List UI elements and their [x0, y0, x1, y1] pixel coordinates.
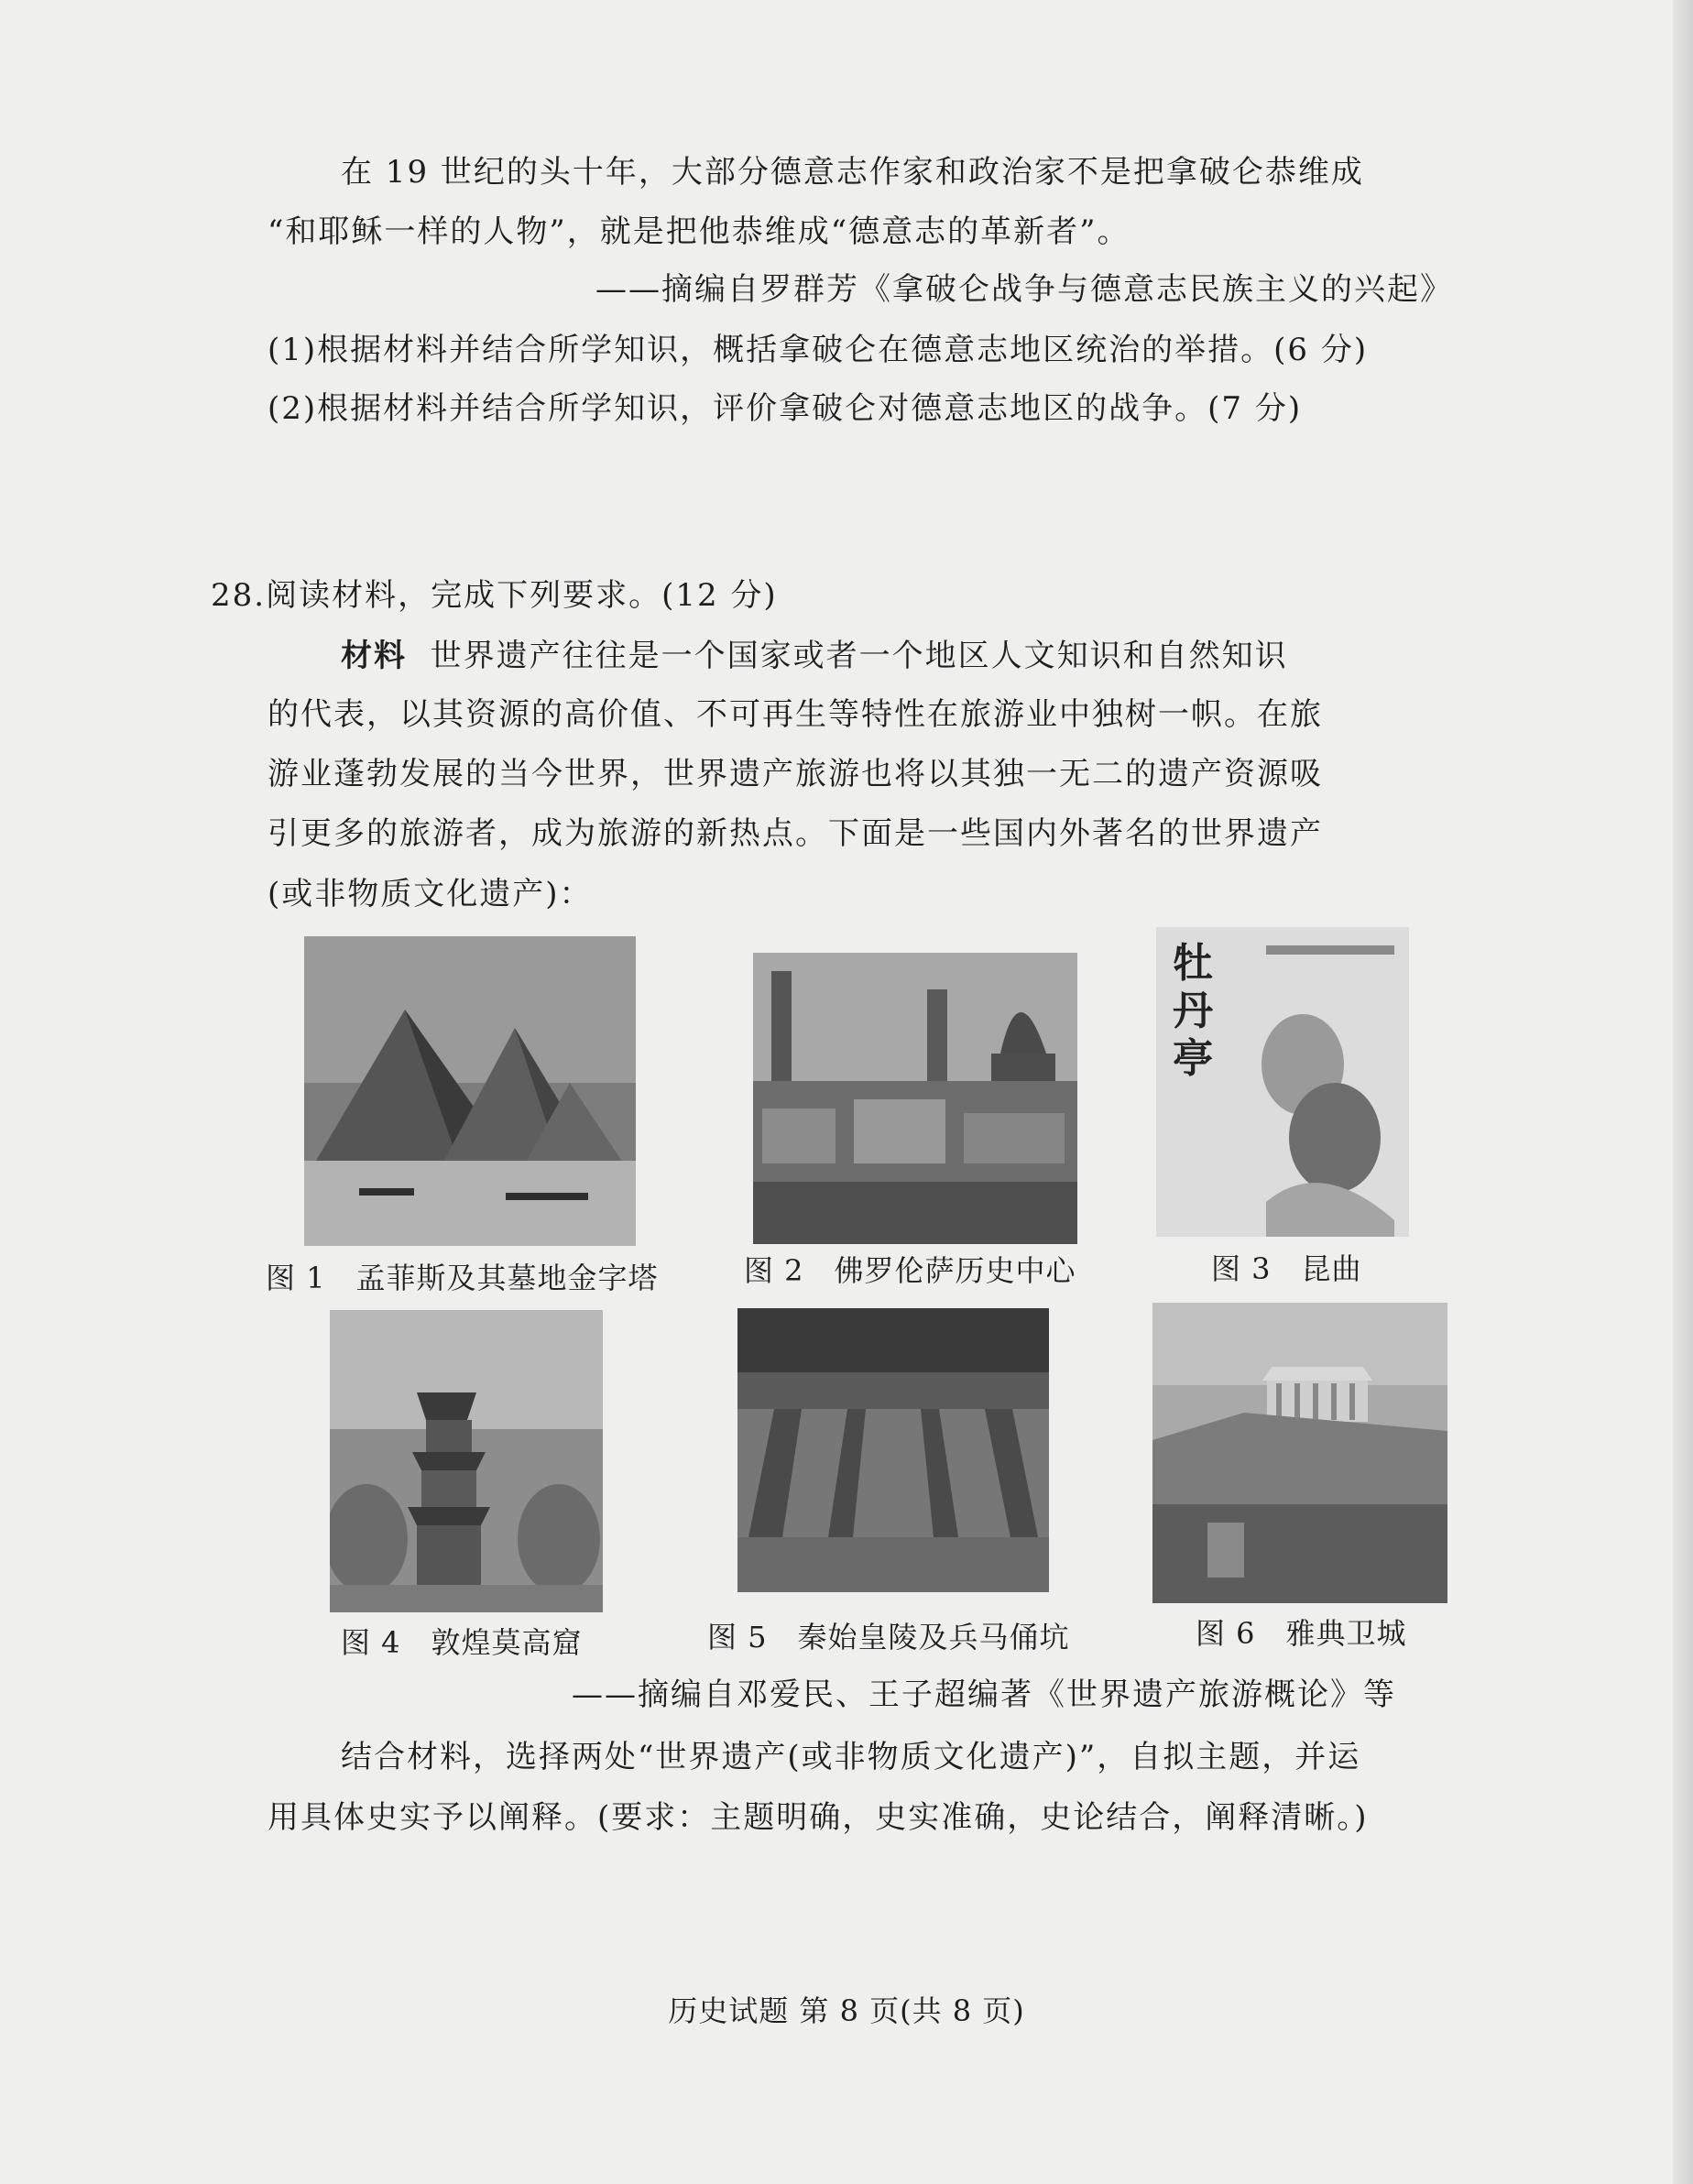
q27-subquestion-1: (1)根据材料并结合所学知识，概括拿破仑在德意志地区统治的举措。(6 分)	[268, 332, 1369, 368]
passage-line-1: 在 19 世纪的头十年，大部分德意志作家和政治家不是把拿破仑恭维成	[341, 154, 1364, 191]
passage-source: ——摘编自罗群芳《拿破仑战争与德意志民族主义的兴起》	[595, 271, 1453, 308]
passage-line-2: “和耶稣一样的人物”，就是把他恭维成“德意志的革新者”。	[268, 213, 1130, 250]
florence-photo	[753, 953, 1077, 1244]
figure-3-caption: 图 3 昆曲	[1211, 1251, 1362, 1286]
figure-1-caption: 图 1 孟菲斯及其墓地金字塔	[266, 1261, 659, 1295]
figure-2-caption: 图 2 佛罗伦萨历史中心	[744, 1253, 1076, 1288]
q28-material-line-3: 游业蓬勃发展的当今世界，世界遗产旅游也将以其独一无二的遗产资源吸	[268, 756, 1323, 792]
poster-title: 牡丹亭	[1173, 940, 1213, 1082]
figure-5-terracotta	[737, 1308, 1049, 1592]
q28-material-line-4: 引更多的旅游者，成为旅游的新热点。下面是一些国内外著名的世界遗产	[268, 815, 1323, 852]
figure-3-kunqu	[1156, 927, 1409, 1237]
pyramids-photo	[304, 936, 636, 1246]
figure-5-caption: 图 5 秦始皇陵及兵马俑坑	[707, 1620, 1070, 1654]
q28-source: ——摘编自邓爱民、王子超编著《世界遗产旅游概论》等	[572, 1676, 1396, 1713]
figure-6-acropolis	[1152, 1303, 1447, 1603]
q28-material-line-5: (或非物质文化遗产)：	[268, 876, 593, 912]
figure-2-florence	[753, 953, 1077, 1244]
q27-subquestion-2: (2)根据材料并结合所学知识，评价拿破仑对德意志地区的战争。(7 分)	[268, 390, 1303, 427]
material-text-1: 世界遗产往往是一个国家或者一个地区人文知识和自然知识	[430, 638, 1288, 674]
figure-4-caption: 图 4 敦煌莫高窟	[341, 1625, 583, 1660]
q28-material-line-2: 的代表，以其资源的高价值、不可再生等特性在旅游业中独树一帜。在旅	[268, 696, 1323, 733]
q28-task-line-1: 结合材料，选择两处“世界遗产(或非物质文化遗产)”，自拟主题，并运	[341, 1739, 1361, 1775]
terracotta-army-photo	[737, 1308, 1049, 1592]
page-footer: 历史试题 第 8 页(共 8 页)	[668, 1993, 1025, 2028]
acropolis-photo	[1152, 1303, 1447, 1603]
page-edge-shadow	[1673, 0, 1693, 2184]
q28-material-line-1	[341, 630, 1288, 675]
material-label: 材料	[341, 638, 407, 674]
figure-1-pyramids	[304, 936, 636, 1246]
q28-heading: 28.阅读材料，完成下列要求。(12 分)	[211, 577, 778, 614]
figure-4-mogao	[330, 1310, 603, 1612]
q28-task-line-2: 用具体史实予以阐释。(要求：主题明确，史实准确，史论结合，阐释清晰。)	[268, 1799, 1369, 1836]
mogao-caves-photo	[330, 1310, 603, 1612]
figure-6-caption: 图 6 雅典卫城	[1196, 1616, 1407, 1651]
